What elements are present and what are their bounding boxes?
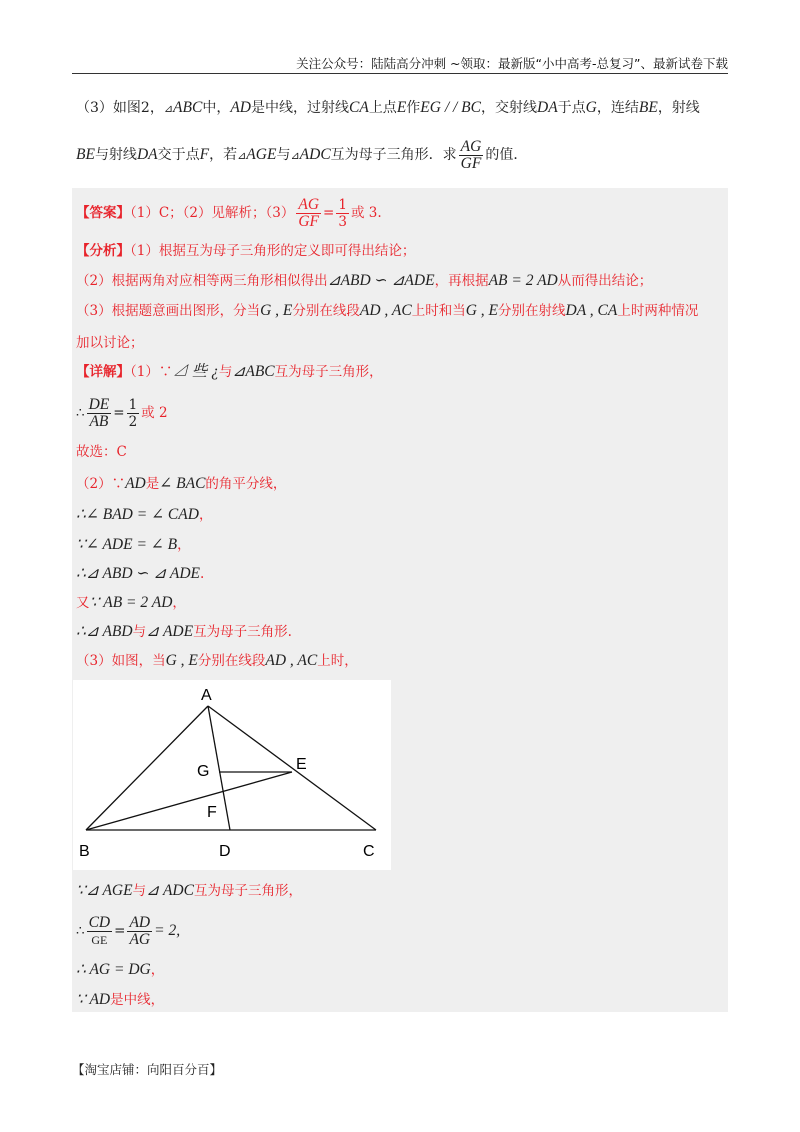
detail-line-9: ∴⊿ ABD与⊿ ADE互为母子三角形. xyxy=(76,623,292,640)
detail-label: 【详解】 xyxy=(76,364,130,380)
triangle-diagram xyxy=(73,680,391,870)
side-ac xyxy=(208,706,376,830)
question-line-2: BE与射线DA交于点F，若⊿AGE与⊿ADC互为母子三角形．求 $\frac{AG}{GF}$ 的值． xyxy=(76,137,528,172)
analysis-label: 【分析】 xyxy=(76,243,130,259)
triangle-figure xyxy=(73,680,391,870)
fraction-ag-gf: $\frac{AG}{GF}$ xyxy=(460,137,482,172)
detail-line-1: 【详解】（1）∵⊿ 些 ¿与⊿ABC互为母子三角形， xyxy=(76,363,383,380)
detail-line-14: ∵ AD是中线， xyxy=(76,991,165,1008)
label-d: D xyxy=(219,843,231,860)
label-e: E xyxy=(296,756,307,773)
page-footer: 【淘宝店铺：向阳百分百】 xyxy=(72,1062,223,1077)
header-divider xyxy=(72,73,728,74)
analysis-line-1: 【分析】（1）根据互为母子三角形的定义即可得出结论； xyxy=(76,243,416,259)
q-number: （3）如图2， xyxy=(76,100,164,116)
detail-line-12: ∴ $\frac{CD}{GE}$ = $\frac{AD}{AG}$ = 2, xyxy=(76,914,181,948)
detail-line-6: ∵∠ ADE = ∠ B， xyxy=(76,536,191,553)
detail-line-8: 又∵ AB = 2 AD， xyxy=(76,594,186,611)
detail-line-11: ∵⊿ AGE与⊿ ADC互为母子三角形， xyxy=(76,882,302,899)
detail-line-5: ∴∠ BAD = ∠ CAD， xyxy=(76,506,213,523)
detail-line-3: 故选：C xyxy=(76,444,127,460)
detail-line-2: ∴ $\frac{DE}{AB}$ = $\frac{1}{2}$ 或 2 xyxy=(76,396,168,430)
page-header: 关注公众号：陆陆高分冲刺 ~领取：最新版“小中高考-总复习”、最新试卷下载 xyxy=(296,56,728,71)
question-line-1: （3）如图2，⊿ABC中，AD是中线，过射线CA上点E作EG / / BC，交射线DA于点G，连结BE，射线 xyxy=(76,99,700,116)
label-f: F xyxy=(207,804,217,821)
label-b: B xyxy=(79,843,90,860)
answer-label: 【答案】 xyxy=(76,205,130,221)
answer-line: 【答案】（1）C；（2）见解析；（3） $\frac{AG}{GF}$ = $\frac{1}{3}$ 或 3. xyxy=(76,196,382,230)
detail-line-10: （3）如图，当G , E分别在线段AD , AC上时， xyxy=(76,652,358,669)
triangle-symbol: ⊿ xyxy=(163,102,174,115)
analysis-line-3: （3）根据题意画出图形，分当G , E分别在线段AD , AC上时和当G , E分别在射线DA , CA上时两种情况 xyxy=(76,302,699,319)
detail-line-13: ∴ AG = DG， xyxy=(76,961,165,978)
detail-line-4: （2）∵AD是∠ BAC的角平分线， xyxy=(76,475,287,492)
detail-line-7: ∴⊿ ABD ∽ ⊿ ADE. xyxy=(76,565,205,582)
label-g: G xyxy=(197,763,210,780)
analysis-line-2: （2）根据两角对应相等两三角形相似得出⊿ABD ∽ ⊿ADE，再根据AB = 2 AD从而得出结论； xyxy=(76,272,653,289)
analysis-line-4: 加以讨论； xyxy=(76,335,144,351)
side-ab xyxy=(86,706,208,830)
segment-be xyxy=(86,772,292,830)
label-a: A xyxy=(201,687,212,704)
label-c: C xyxy=(363,843,375,860)
